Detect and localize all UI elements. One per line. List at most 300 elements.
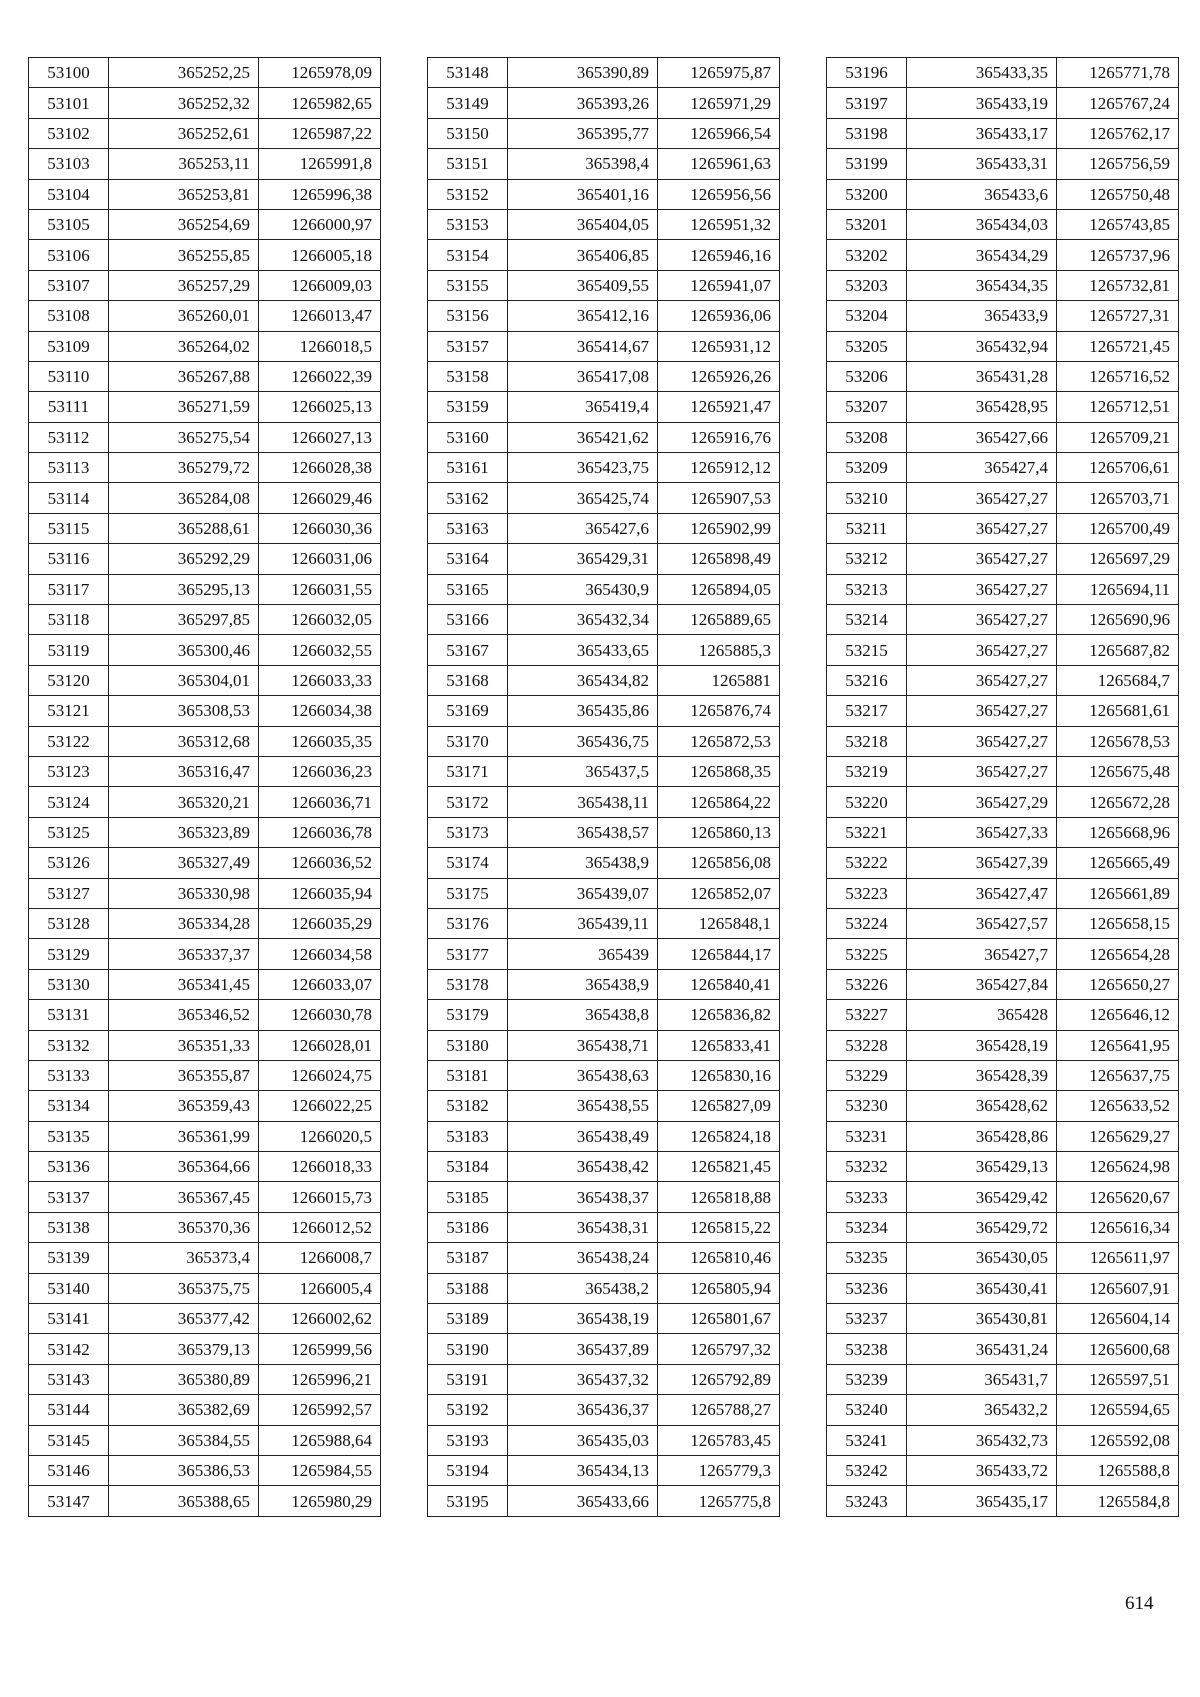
y-coordinate-cell: 1265898,49 bbox=[658, 544, 780, 574]
x-coordinate-cell: 365437,89 bbox=[508, 1334, 658, 1364]
point-id-cell: 53160 bbox=[428, 422, 508, 452]
x-coordinate-cell: 365409,55 bbox=[508, 270, 658, 300]
x-coordinate-cell: 365253,11 bbox=[109, 149, 259, 179]
x-coordinate-cell: 365254,69 bbox=[109, 209, 259, 239]
y-coordinate-cell: 1266035,94 bbox=[259, 878, 381, 908]
x-coordinate-cell: 365427,6 bbox=[508, 513, 658, 543]
table-row bbox=[29, 1425, 381, 1455]
x-coordinate-cell: 365253,81 bbox=[109, 179, 259, 209]
x-coordinate-cell: 365429,72 bbox=[907, 1212, 1057, 1242]
x-coordinate-cell: 365427,27 bbox=[907, 544, 1057, 574]
point-id-cell: 53113 bbox=[29, 453, 109, 483]
x-coordinate-cell: 365439,11 bbox=[508, 908, 658, 938]
table-row bbox=[827, 149, 1179, 179]
x-coordinate-cell: 365438,31 bbox=[508, 1212, 658, 1242]
point-id-cell: 53197 bbox=[827, 88, 907, 118]
y-coordinate-cell: 1265672,28 bbox=[1057, 787, 1179, 817]
point-id-cell: 53236 bbox=[827, 1273, 907, 1303]
x-coordinate-cell: 365434,03 bbox=[907, 209, 1057, 239]
table-row bbox=[827, 574, 1179, 604]
point-id-cell: 53119 bbox=[29, 635, 109, 665]
table-row bbox=[29, 1455, 381, 1485]
x-coordinate-cell: 365337,37 bbox=[109, 939, 259, 969]
table-row bbox=[827, 1486, 1179, 1516]
point-id-cell: 53157 bbox=[428, 331, 508, 361]
x-coordinate-cell: 365264,02 bbox=[109, 331, 259, 361]
point-id-cell: 53116 bbox=[29, 544, 109, 574]
table-row bbox=[827, 1091, 1179, 1121]
y-coordinate-cell: 1265926,26 bbox=[658, 361, 780, 391]
x-coordinate-cell: 365355,87 bbox=[109, 1060, 259, 1090]
y-coordinate-cell: 1265971,29 bbox=[658, 88, 780, 118]
y-coordinate-cell: 1265646,12 bbox=[1057, 1000, 1179, 1030]
x-coordinate-cell: 365252,61 bbox=[109, 118, 259, 148]
x-coordinate-cell: 365427,39 bbox=[907, 848, 1057, 878]
x-coordinate-cell: 365275,54 bbox=[109, 422, 259, 452]
y-coordinate-cell: 1265637,75 bbox=[1057, 1060, 1179, 1090]
point-id-cell: 53220 bbox=[827, 787, 907, 817]
x-coordinate-cell: 365438,11 bbox=[508, 787, 658, 817]
point-id-cell: 53101 bbox=[29, 88, 109, 118]
table-row bbox=[29, 908, 381, 938]
table-row bbox=[29, 1212, 381, 1242]
table-row bbox=[29, 1182, 381, 1212]
y-coordinate-cell: 1265833,41 bbox=[658, 1030, 780, 1060]
point-id-cell: 53227 bbox=[827, 1000, 907, 1030]
table-row bbox=[428, 149, 780, 179]
point-id-cell: 53209 bbox=[827, 453, 907, 483]
point-id-cell: 53229 bbox=[827, 1060, 907, 1090]
point-id-cell: 53196 bbox=[827, 58, 907, 88]
x-coordinate-cell: 365297,85 bbox=[109, 605, 259, 635]
table-row bbox=[827, 270, 1179, 300]
point-id-cell: 53239 bbox=[827, 1364, 907, 1394]
table-row bbox=[827, 483, 1179, 513]
y-coordinate-cell: 1265975,87 bbox=[658, 58, 780, 88]
y-coordinate-cell: 1266036,71 bbox=[259, 787, 381, 817]
x-coordinate-cell: 365438,9 bbox=[508, 848, 658, 878]
y-coordinate-cell: 1265818,88 bbox=[658, 1182, 780, 1212]
point-id-cell: 53185 bbox=[428, 1182, 508, 1212]
table-row bbox=[827, 1212, 1179, 1242]
y-coordinate-cell: 1266033,33 bbox=[259, 665, 381, 695]
y-coordinate-cell: 1266013,47 bbox=[259, 301, 381, 331]
x-coordinate-cell: 365427,27 bbox=[907, 756, 1057, 786]
y-coordinate-cell: 1265996,21 bbox=[259, 1364, 381, 1394]
point-id-cell: 53179 bbox=[428, 1000, 508, 1030]
y-coordinate-cell: 1265616,34 bbox=[1057, 1212, 1179, 1242]
table-row bbox=[827, 605, 1179, 635]
y-coordinate-cell: 1265694,11 bbox=[1057, 574, 1179, 604]
point-id-cell: 53213 bbox=[827, 574, 907, 604]
table-row bbox=[29, 1243, 381, 1273]
table-row bbox=[29, 118, 381, 148]
table-row bbox=[428, 1121, 780, 1151]
x-coordinate-cell: 365404,05 bbox=[508, 209, 658, 239]
table-row bbox=[428, 301, 780, 331]
table-row bbox=[428, 270, 780, 300]
table-row bbox=[827, 422, 1179, 452]
y-coordinate-cell: 1266028,01 bbox=[259, 1030, 381, 1060]
point-id-cell: 53205 bbox=[827, 331, 907, 361]
point-id-cell: 53230 bbox=[827, 1091, 907, 1121]
y-coordinate-cell: 1265697,29 bbox=[1057, 544, 1179, 574]
y-coordinate-cell: 1265743,85 bbox=[1057, 209, 1179, 239]
table-row bbox=[827, 1455, 1179, 1485]
y-coordinate-cell: 1265732,81 bbox=[1057, 270, 1179, 300]
point-id-cell: 53148 bbox=[428, 58, 508, 88]
x-coordinate-cell: 365316,47 bbox=[109, 756, 259, 786]
table-row bbox=[29, 1334, 381, 1364]
point-id-cell: 53211 bbox=[827, 513, 907, 543]
point-id-cell: 53102 bbox=[29, 118, 109, 148]
coordinate-table-1 bbox=[28, 57, 381, 1517]
y-coordinate-cell: 1265941,07 bbox=[658, 270, 780, 300]
table-row bbox=[428, 1243, 780, 1273]
y-coordinate-cell: 1266005,18 bbox=[259, 240, 381, 270]
point-id-cell: 53210 bbox=[827, 483, 907, 513]
y-coordinate-cell: 1265984,55 bbox=[259, 1455, 381, 1485]
point-id-cell: 53156 bbox=[428, 301, 508, 331]
point-id-cell: 53110 bbox=[29, 361, 109, 391]
table-row bbox=[428, 513, 780, 543]
y-coordinate-cell: 1265721,45 bbox=[1057, 331, 1179, 361]
y-coordinate-cell: 1265966,54 bbox=[658, 118, 780, 148]
table-row bbox=[29, 878, 381, 908]
table-row bbox=[29, 149, 381, 179]
y-coordinate-cell: 1265987,22 bbox=[259, 118, 381, 148]
table-row bbox=[428, 605, 780, 635]
x-coordinate-cell: 365427,66 bbox=[907, 422, 1057, 452]
y-coordinate-cell: 1266035,29 bbox=[259, 908, 381, 938]
point-id-cell: 53126 bbox=[29, 848, 109, 878]
table-row bbox=[827, 240, 1179, 270]
point-id-cell: 53175 bbox=[428, 878, 508, 908]
x-coordinate-cell: 365267,88 bbox=[109, 361, 259, 391]
y-coordinate-cell: 1266030,36 bbox=[259, 513, 381, 543]
point-id-cell: 53187 bbox=[428, 1243, 508, 1273]
table-row bbox=[827, 88, 1179, 118]
table-row bbox=[29, 209, 381, 239]
table-row bbox=[29, 270, 381, 300]
y-coordinate-cell: 1265868,35 bbox=[658, 756, 780, 786]
point-id-cell: 53145 bbox=[29, 1425, 109, 1455]
point-id-cell: 53170 bbox=[428, 726, 508, 756]
x-coordinate-cell: 365427,27 bbox=[907, 635, 1057, 665]
y-coordinate-cell: 1266032,05 bbox=[259, 605, 381, 635]
x-coordinate-cell: 365419,4 bbox=[508, 392, 658, 422]
y-coordinate-cell: 1265678,53 bbox=[1057, 726, 1179, 756]
x-coordinate-cell: 365395,77 bbox=[508, 118, 658, 148]
point-id-cell: 53243 bbox=[827, 1486, 907, 1516]
table-row bbox=[29, 88, 381, 118]
table-row bbox=[827, 1273, 1179, 1303]
y-coordinate-cell: 1265996,38 bbox=[259, 179, 381, 209]
x-coordinate-cell: 365435,17 bbox=[907, 1486, 1057, 1516]
x-coordinate-cell: 365431,28 bbox=[907, 361, 1057, 391]
x-coordinate-cell: 365439,07 bbox=[508, 878, 658, 908]
point-id-cell: 53190 bbox=[428, 1334, 508, 1364]
table-row bbox=[428, 908, 780, 938]
x-coordinate-cell: 365434,29 bbox=[907, 240, 1057, 270]
x-coordinate-cell: 365367,45 bbox=[109, 1182, 259, 1212]
table-row bbox=[428, 1060, 780, 1090]
table-row bbox=[827, 331, 1179, 361]
y-coordinate-cell: 1265788,27 bbox=[658, 1395, 780, 1425]
point-id-cell: 53206 bbox=[827, 361, 907, 391]
point-id-cell: 53169 bbox=[428, 696, 508, 726]
table-row bbox=[29, 483, 381, 513]
x-coordinate-cell: 365379,13 bbox=[109, 1334, 259, 1364]
table-row bbox=[29, 453, 381, 483]
y-coordinate-cell: 1265836,82 bbox=[658, 1000, 780, 1030]
point-id-cell: 53240 bbox=[827, 1395, 907, 1425]
table-row bbox=[428, 1486, 780, 1516]
point-id-cell: 53168 bbox=[428, 665, 508, 695]
x-coordinate-cell: 365384,55 bbox=[109, 1425, 259, 1455]
point-id-cell: 53125 bbox=[29, 817, 109, 847]
y-coordinate-cell: 1265668,96 bbox=[1057, 817, 1179, 847]
point-id-cell: 53182 bbox=[428, 1091, 508, 1121]
table-row bbox=[428, 696, 780, 726]
table-row bbox=[428, 1000, 780, 1030]
x-coordinate-cell: 365433,65 bbox=[508, 635, 658, 665]
table-row bbox=[428, 331, 780, 361]
y-coordinate-cell: 1265775,8 bbox=[658, 1486, 780, 1516]
x-coordinate-cell: 365260,01 bbox=[109, 301, 259, 331]
table-row bbox=[29, 1121, 381, 1151]
y-coordinate-cell: 1265771,78 bbox=[1057, 58, 1179, 88]
table-row bbox=[428, 1364, 780, 1394]
table-row bbox=[29, 361, 381, 391]
x-coordinate-cell: 365438,71 bbox=[508, 1030, 658, 1060]
y-coordinate-cell: 1265629,27 bbox=[1057, 1121, 1179, 1151]
y-coordinate-cell: 1266018,33 bbox=[259, 1152, 381, 1182]
y-coordinate-cell: 1265956,56 bbox=[658, 179, 780, 209]
point-id-cell: 53222 bbox=[827, 848, 907, 878]
point-id-cell: 53105 bbox=[29, 209, 109, 239]
table-row bbox=[428, 787, 780, 817]
table-row bbox=[428, 483, 780, 513]
point-id-cell: 53111 bbox=[29, 392, 109, 422]
x-coordinate-cell: 365434,82 bbox=[508, 665, 658, 695]
point-id-cell: 53189 bbox=[428, 1304, 508, 1334]
x-coordinate-cell: 365271,59 bbox=[109, 392, 259, 422]
point-id-cell: 53154 bbox=[428, 240, 508, 270]
x-coordinate-cell: 365427,27 bbox=[907, 574, 1057, 604]
x-coordinate-cell: 365438,8 bbox=[508, 1000, 658, 1030]
table-row bbox=[428, 665, 780, 695]
y-coordinate-cell: 1265665,49 bbox=[1057, 848, 1179, 878]
y-coordinate-cell: 1265783,45 bbox=[658, 1425, 780, 1455]
y-coordinate-cell: 1265921,47 bbox=[658, 392, 780, 422]
y-coordinate-cell: 1265856,08 bbox=[658, 848, 780, 878]
point-id-cell: 53139 bbox=[29, 1243, 109, 1273]
table-row bbox=[29, 1273, 381, 1303]
table-row bbox=[827, 908, 1179, 938]
point-id-cell: 53130 bbox=[29, 969, 109, 999]
x-coordinate-cell: 365429,31 bbox=[508, 544, 658, 574]
table-row bbox=[29, 1304, 381, 1334]
x-coordinate-cell: 365429,42 bbox=[907, 1182, 1057, 1212]
x-coordinate-cell: 365433,17 bbox=[907, 118, 1057, 148]
y-coordinate-cell: 1266035,35 bbox=[259, 726, 381, 756]
coordinate-table-2 bbox=[427, 57, 780, 1517]
point-id-cell: 53152 bbox=[428, 179, 508, 209]
x-coordinate-cell: 365370,36 bbox=[109, 1212, 259, 1242]
table-row bbox=[428, 392, 780, 422]
table-row bbox=[428, 1182, 780, 1212]
table-row bbox=[827, 969, 1179, 999]
point-id-cell: 53181 bbox=[428, 1060, 508, 1090]
x-coordinate-cell: 365438,42 bbox=[508, 1152, 658, 1182]
x-coordinate-cell: 365359,43 bbox=[109, 1091, 259, 1121]
y-coordinate-cell: 1265650,27 bbox=[1057, 969, 1179, 999]
y-coordinate-cell: 1266008,7 bbox=[259, 1243, 381, 1273]
x-coordinate-cell: 365438,57 bbox=[508, 817, 658, 847]
point-id-cell: 53112 bbox=[29, 422, 109, 452]
y-coordinate-cell: 1265709,21 bbox=[1057, 422, 1179, 452]
point-id-cell: 53228 bbox=[827, 1030, 907, 1060]
x-coordinate-cell: 365346,52 bbox=[109, 1000, 259, 1030]
x-coordinate-cell: 365401,16 bbox=[508, 179, 658, 209]
y-coordinate-cell: 1265597,51 bbox=[1057, 1364, 1179, 1394]
y-coordinate-cell: 1266033,07 bbox=[259, 969, 381, 999]
point-id-cell: 53217 bbox=[827, 696, 907, 726]
point-id-cell: 53203 bbox=[827, 270, 907, 300]
point-id-cell: 53123 bbox=[29, 756, 109, 786]
x-coordinate-cell: 365351,33 bbox=[109, 1030, 259, 1060]
table-row bbox=[428, 179, 780, 209]
point-id-cell: 53226 bbox=[827, 969, 907, 999]
x-coordinate-cell: 365284,08 bbox=[109, 483, 259, 513]
table-row bbox=[29, 848, 381, 878]
table-row bbox=[29, 1364, 381, 1394]
table-row bbox=[428, 756, 780, 786]
table-row bbox=[428, 118, 780, 148]
y-coordinate-cell: 1265658,15 bbox=[1057, 908, 1179, 938]
table-row bbox=[428, 969, 780, 999]
table-row bbox=[827, 1030, 1179, 1060]
table-row bbox=[428, 361, 780, 391]
table-row bbox=[29, 605, 381, 635]
x-coordinate-cell: 365386,53 bbox=[109, 1455, 259, 1485]
table-row bbox=[428, 726, 780, 756]
point-id-cell: 53199 bbox=[827, 149, 907, 179]
table-row bbox=[827, 1304, 1179, 1334]
y-coordinate-cell: 1265885,3 bbox=[658, 635, 780, 665]
y-coordinate-cell: 1266022,39 bbox=[259, 361, 381, 391]
y-coordinate-cell: 1265750,48 bbox=[1057, 179, 1179, 209]
y-coordinate-cell: 1265991,8 bbox=[259, 149, 381, 179]
x-coordinate-cell: 365437,32 bbox=[508, 1364, 658, 1394]
x-coordinate-cell: 365427,4 bbox=[907, 453, 1057, 483]
point-id-cell: 53224 bbox=[827, 908, 907, 938]
table-row bbox=[827, 58, 1179, 88]
table-row bbox=[827, 635, 1179, 665]
point-id-cell: 53214 bbox=[827, 605, 907, 635]
table-row bbox=[428, 939, 780, 969]
x-coordinate-cell: 365433,35 bbox=[907, 58, 1057, 88]
y-coordinate-cell: 1265876,74 bbox=[658, 696, 780, 726]
table-row bbox=[29, 1091, 381, 1121]
point-id-cell: 53212 bbox=[827, 544, 907, 574]
x-coordinate-cell: 365382,69 bbox=[109, 1395, 259, 1425]
table-row bbox=[428, 1304, 780, 1334]
x-coordinate-cell: 365398,4 bbox=[508, 149, 658, 179]
point-id-cell: 53241 bbox=[827, 1425, 907, 1455]
table-row bbox=[29, 787, 381, 817]
point-id-cell: 53215 bbox=[827, 635, 907, 665]
point-id-cell: 53164 bbox=[428, 544, 508, 574]
y-coordinate-cell: 1266002,62 bbox=[259, 1304, 381, 1334]
x-coordinate-cell: 365430,9 bbox=[508, 574, 658, 604]
table-row bbox=[428, 635, 780, 665]
y-coordinate-cell: 1265980,29 bbox=[259, 1486, 381, 1516]
point-id-cell: 53238 bbox=[827, 1334, 907, 1364]
point-id-cell: 53138 bbox=[29, 1212, 109, 1242]
table-row bbox=[428, 1091, 780, 1121]
x-coordinate-cell: 365427,27 bbox=[907, 665, 1057, 695]
x-coordinate-cell: 365434,35 bbox=[907, 270, 1057, 300]
table-row bbox=[29, 240, 381, 270]
x-coordinate-cell: 365438,2 bbox=[508, 1273, 658, 1303]
x-coordinate-cell: 365431,24 bbox=[907, 1334, 1057, 1364]
x-coordinate-cell: 365438,19 bbox=[508, 1304, 658, 1334]
point-id-cell: 53115 bbox=[29, 513, 109, 543]
y-coordinate-cell: 1265681,61 bbox=[1057, 696, 1179, 726]
y-coordinate-cell: 1265762,17 bbox=[1057, 118, 1179, 148]
y-coordinate-cell: 1265727,31 bbox=[1057, 301, 1179, 331]
point-id-cell: 53201 bbox=[827, 209, 907, 239]
point-id-cell: 53155 bbox=[428, 270, 508, 300]
x-coordinate-cell: 365439 bbox=[508, 939, 658, 969]
y-coordinate-cell: 1265916,76 bbox=[658, 422, 780, 452]
y-coordinate-cell: 1265801,67 bbox=[658, 1304, 780, 1334]
x-coordinate-cell: 365308,53 bbox=[109, 696, 259, 726]
point-id-cell: 53158 bbox=[428, 361, 508, 391]
table-row bbox=[827, 118, 1179, 148]
y-coordinate-cell: 1265611,97 bbox=[1057, 1243, 1179, 1273]
point-id-cell: 53146 bbox=[29, 1455, 109, 1485]
table-row bbox=[827, 939, 1179, 969]
table-row bbox=[29, 392, 381, 422]
y-coordinate-cell: 1266015,73 bbox=[259, 1182, 381, 1212]
x-coordinate-cell: 365436,37 bbox=[508, 1395, 658, 1425]
x-coordinate-cell: 365431,7 bbox=[907, 1364, 1057, 1394]
x-coordinate-cell: 365427,33 bbox=[907, 817, 1057, 847]
x-coordinate-cell: 365432,34 bbox=[508, 605, 658, 635]
table-row bbox=[29, 422, 381, 452]
y-coordinate-cell: 1266022,25 bbox=[259, 1091, 381, 1121]
x-coordinate-cell: 365417,08 bbox=[508, 361, 658, 391]
point-id-cell: 53232 bbox=[827, 1152, 907, 1182]
point-id-cell: 53242 bbox=[827, 1455, 907, 1485]
table-row bbox=[428, 848, 780, 878]
x-coordinate-cell: 365433,72 bbox=[907, 1455, 1057, 1485]
y-coordinate-cell: 1265624,98 bbox=[1057, 1152, 1179, 1182]
point-id-cell: 53180 bbox=[428, 1030, 508, 1060]
point-id-cell: 53104 bbox=[29, 179, 109, 209]
point-id-cell: 53221 bbox=[827, 817, 907, 847]
point-id-cell: 53176 bbox=[428, 908, 508, 938]
y-coordinate-cell: 1265999,56 bbox=[259, 1334, 381, 1364]
table-row bbox=[827, 787, 1179, 817]
table-row bbox=[29, 1152, 381, 1182]
table-row bbox=[29, 331, 381, 361]
table-row bbox=[428, 1030, 780, 1060]
y-coordinate-cell: 1265860,13 bbox=[658, 817, 780, 847]
